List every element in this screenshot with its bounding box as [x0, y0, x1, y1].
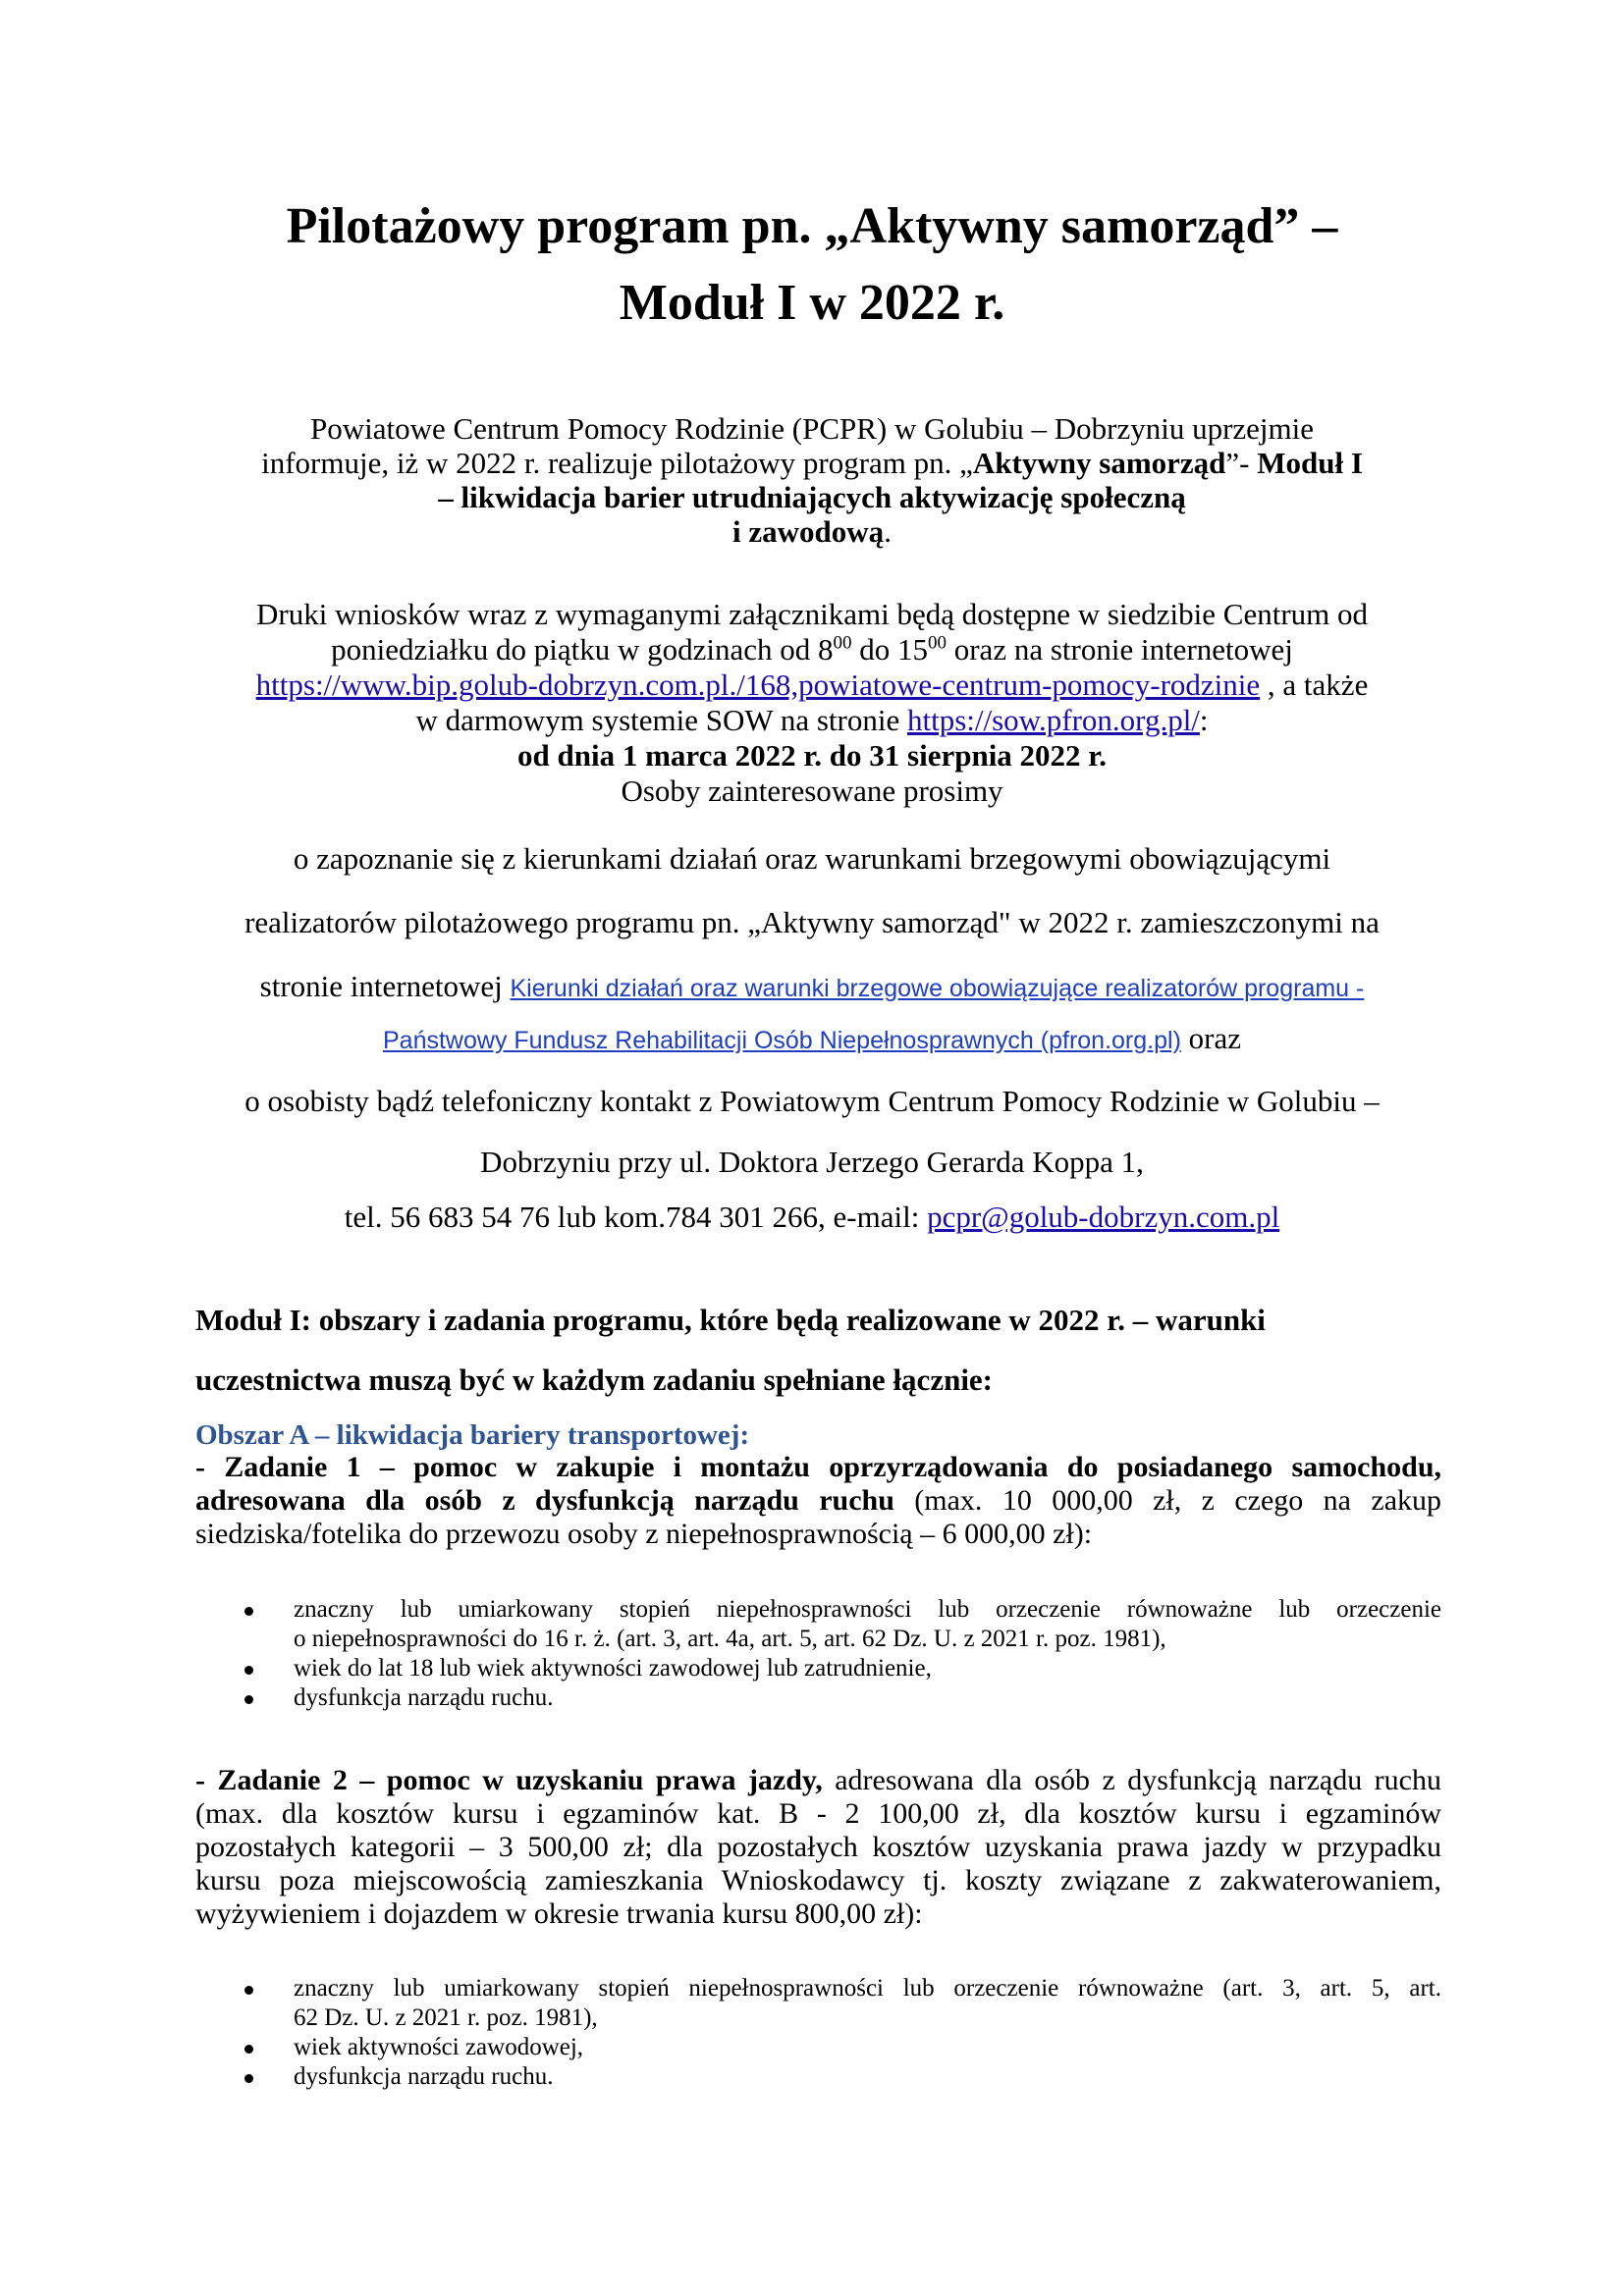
- zadanie-2-line-2: (max. dla kosztów kursu i egzaminów kat. B - 2 100,00 zł, dla kosztów kursu i egzaminów: [195, 1797, 1441, 1830]
- bullet-icon: [244, 1607, 253, 1616]
- z1-bullet-1-line-1: znaczny lub umiarkowany stopień niepełnosprawności lub orzeczenie równoważne lub orzeczenie: [294, 1596, 1441, 1623]
- z2-bullet-3: dysfunkcja narządu ruchu.: [294, 2063, 554, 2090]
- bullet-icon: [244, 1986, 253, 1995]
- bullet-icon: [244, 1666, 253, 1675]
- z1-bullet-1-line-2: o niepełnosprawności do 16 r. ż. (art. 3, art. 4a, art. 5, art. 62 Dz. U. z 2021 r. poz. 1981),: [294, 1626, 1166, 1652]
- zadanie-1-line-2: adresowana dla osób z dysfunkcją narządu ruchu (max. 10 000,00 zł, z czego na zakup: [195, 1484, 1442, 1517]
- modul-heading-line-1: Moduł I: obszary i zadania programu, które będą realizowane w 2022 r. – warunki: [195, 1303, 1266, 1337]
- intro-line-4: i zawodową.: [732, 514, 892, 549]
- sow-link[interactable]: https://sow.pfron.org.pl/: [906, 703, 1200, 737]
- druki-line-2: poniedziałku do piątku w godzinach od $8^{00}$ do $15^{00}$ oraz na stronie internetowej: [331, 632, 1293, 667]
- intro-line-2: informuje, iż w 2022 r. realizuje pilotażowy program pn. „Aktywny samorząd”- Moduł I: [261, 446, 1363, 480]
- bullet-icon: [244, 1695, 253, 1704]
- info-line-1: o zapoznanie się z kierunkami działań oraz warunkami brzegowymi obowiązującymi: [293, 841, 1331, 876]
- bullet-icon: [244, 2045, 253, 2054]
- z1-bullet-3: dysfunkcja narządu ruchu.: [294, 1684, 554, 1711]
- zadanie-1-line-3: siedziska/fotelika do przewozu osoby z niepełnosprawnością – 6 000,00 zł):: [195, 1518, 1093, 1550]
- pfron-kierunki-link-continued[interactable]: Państwowy Fundusz Rehabilitacji Osób Niepełnosprawnych (pfron.org.pl): [383, 1027, 1181, 1054]
- info-line-6: Dobrzyniu przy ul. Doktora Jerzego Gerarda Koppa 1,: [480, 1145, 1144, 1179]
- zadanie-2-line-1: - Zadanie 2 – pomoc w uzyskaniu prawa jazdy, adresowana dla osób z dysfunkcją narządu ruchu: [195, 1764, 1441, 1796]
- druki-line-4: w darmowym systemie SOW na stronie https://sow.pfron.org.pl/:: [415, 703, 1209, 737]
- document-title-line-2: Moduł I w 2022 r.: [619, 275, 1005, 331]
- z2-bullet-1-line-2: 62 Dz. U. z 2021 r. poz. 1981),: [294, 2004, 598, 2031]
- info-line-5: o osobisty bądź telefoniczny kontakt z Powiatowym Centrum Pomocy Rodzinie w Golubiu –: [244, 1084, 1380, 1118]
- email-link[interactable]: pcpr@golub-dobrzyn.com.pl: [927, 1200, 1280, 1234]
- z2-bullet-2: wiek aktywności zawodowej,: [294, 2034, 584, 2060]
- zadanie-1-line-1: - Zadanie 1 – pomoc w zakupie i montażu oprzyrządowania do posiadanego samochodu,: [195, 1451, 1441, 1483]
- intro-line-1: Powiatowe Centrum Pomocy Rodzinie (PCPR) w Golubiu – Dobrzyniu uprzejmie: [309, 411, 1315, 446]
- info-line-3: stronie internetowej Kierunki działań oraz warunki brzegowe obowiązujące realizatorów programu -: [259, 969, 1365, 1003]
- druki-line-3: https://www.bip.golub-dobrzyn.com.pl./168,powiatowe-centrum-pomocy-rodzinie , a także: [255, 667, 1369, 702]
- z1-bullet-2: wiek do lat 18 lub wiek aktywności zawodowej lub zatrudnienie,: [294, 1655, 932, 1682]
- zadanie-2-line-5: wyżywieniem i dojazdem w okresie trwania kursu 800,00 zł):: [195, 1897, 923, 1930]
- info-line-4: Państwowy Fundusz Rehabilitacji Osób Niepełnosprawnych (pfron.org.pl) oraz: [383, 1021, 1241, 1055]
- bullet-icon: [244, 2074, 253, 2083]
- druki-line-6: Osoby zainteresowane prosimy: [621, 774, 1003, 808]
- druki-line-1: Druki wniosków wraz z wymaganymi załącznikami będą dostępne w siedzibie Centrum od: [255, 597, 1369, 631]
- info-line-2: realizatorów pilotażowego programu pn. „Aktywny samorząd" w 2022 r. zamieszczonymi na: [244, 905, 1380, 939]
- info-line-7: tel. 56 683 54 76 lub kom.784 301 266, e-mail: pcpr@golub-dobrzyn.com.pl: [344, 1200, 1280, 1234]
- bip-link[interactable]: https://www.bip.golub-dobrzyn.com.pl./168,powiatowe-centrum-pomocy-rodzinie: [255, 667, 1261, 702]
- pfron-kierunki-link[interactable]: Kierunki działań oraz warunki brzegowe obowiązujące realizatorów programu -: [510, 975, 1365, 1002]
- document-title-line-1: Pilotażowy program pn. „Aktywny samorząd” –: [286, 198, 1338, 254]
- zadanie-2-line-3: pozostałych kategorii – 3 500,00 zł; dla pozostałych kosztów uzyskania prawa jazdy w przypadku: [195, 1831, 1441, 1863]
- intro-line-3: – likwidacja barier utrudniających aktywizację społeczną: [438, 480, 1186, 514]
- modul-heading-line-2: uczestnictwa muszą być w każdym zadaniu spełniane łącznie:: [195, 1362, 994, 1397]
- zadanie-2-line-4: kursu poza miejscowością zamieszkania Wnioskodawcy tj. koszty związane z zakwaterowaniem,: [195, 1864, 1441, 1896]
- obszar-a-heading: Obszar A – likwidacja bariery transportowej:: [195, 1419, 750, 1451]
- druki-dates: od dnia 1 marca 2022 r. do 31 sierpnia 2022 r.: [517, 738, 1107, 773]
- z2-bullet-1-line-1: znaczny lub umiarkowany stopień niepełnosprawności lub orzeczenie równoważne (art. 3, art. 5, art.: [294, 1975, 1441, 2002]
